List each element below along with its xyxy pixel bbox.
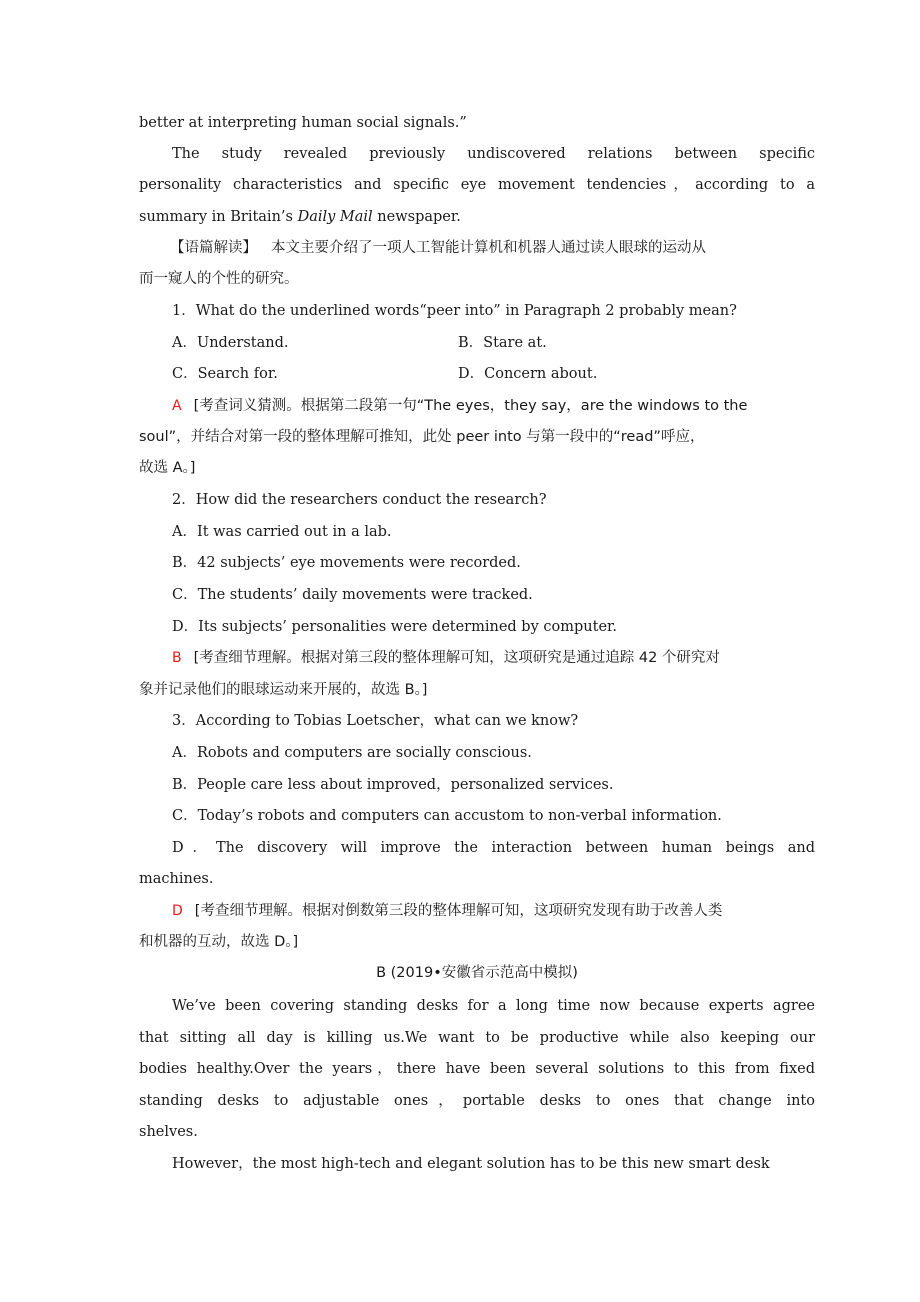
option-c: C．Today’s robots and computers can accustom to non-verbal information. (172, 808, 722, 824)
explanation-line (172, 901, 815, 921)
option-c: C．Search for. (172, 366, 278, 382)
option-b: B．42 subjects’ eye movements were recorded. (172, 555, 521, 571)
option-d: D．The discovery will improve the interaction between human beings and (172, 840, 815, 856)
summary-label: 【语篇解读】 (170, 240, 257, 256)
passage-a-line: better at interpreting human social signals.” (139, 115, 467, 131)
question-stem: 3．According to Tobias Loetscher，what can we know? (172, 713, 579, 729)
explanation-text: [考查词义猜测。根据第二段第一句“The eyes，they say，are the windows to the (193, 398, 748, 414)
answer-letter: B (172, 650, 182, 666)
answer-letter: A (172, 398, 182, 414)
summary-line: 而一窥人的个性的研究。 (139, 271, 299, 287)
passage-a-line: personality characteristics and specific eye movement tendencies，according to a (139, 177, 815, 193)
explanation-line (172, 648, 815, 668)
option-d-continued: machines. (139, 871, 214, 887)
section-heading: B (2019•安徽省示范高中模拟) (376, 965, 578, 981)
explanation-text: [考查细节理解。根据对第三段的整体理解可知，这项研究是通过追踪 42 个研究对 (193, 650, 720, 666)
option-d: D．Its subjects’ personalities were determined by computer. (172, 619, 617, 635)
passage-b-line: bodies healthy.Over the years，there have been several solutions to this from fixed (139, 1061, 815, 1077)
option-a: A．Understand. (172, 335, 289, 351)
answer-letter: D (172, 903, 183, 919)
passage-b-line: that sitting all day is killing us.We want to be productive while also keeping our (139, 1030, 815, 1046)
passage-a-line: The study revealed previously undiscovered relations between specific (172, 146, 815, 162)
passage-a-line (139, 207, 815, 227)
option-a: A．Robots and computers are socially conscious. (172, 745, 532, 761)
question-stem: 2．How did the researchers conduct the research? (172, 492, 547, 508)
passage-b-line: shelves. (139, 1124, 198, 1140)
option-b: B．Stare at. (458, 335, 547, 351)
explanation-line: 象并记录他们的眼球运动来开展的，故选 B。] (139, 682, 428, 698)
explanation-text: [考查细节理解。根据对倒数第三段的整体理解可知，这项研究发现有助于改善人类 (194, 903, 723, 919)
question-stem: 1．What do the underlined words“peer into” in Paragraph 2 probably mean? (172, 303, 737, 319)
passage-b-line: However，the most high-tech and elegant solution has to be this new smart desk (172, 1156, 770, 1172)
option-b: B．People care less about improved，personalized services. (172, 777, 614, 793)
explanation-line: 和机器的互动，故选 D。] (139, 934, 299, 950)
option-c: C．The students’ daily movements were tracked. (172, 587, 533, 603)
passage-b-line: standing desks to adjustable ones，portable desks to ones that change into (139, 1093, 815, 1109)
option-d: D．Concern about. (458, 366, 598, 382)
text-run: summary in Britain’s (139, 209, 298, 225)
explanation-line: soul”，并结合对第一段的整体理解可推知，此处 peer into 与第一段中的“read”呼应， (139, 429, 705, 445)
option-row (172, 364, 815, 384)
text-run: newspaper. (372, 209, 461, 225)
summary-text: 本文主要介绍了一项人工智能计算机和机器人通过读人眼球的运动从 (271, 240, 706, 256)
summary-line (170, 238, 813, 258)
option-a: A．It was carried out in a lab. (172, 524, 392, 540)
option-row (172, 333, 815, 353)
explanation-line: 故选 A。] (139, 460, 196, 476)
newspaper-name: Daily Mail (297, 209, 373, 225)
passage-b-line: We’ve been covering standing desks for a long time now because experts agree (172, 998, 815, 1014)
explanation-line (172, 396, 815, 416)
